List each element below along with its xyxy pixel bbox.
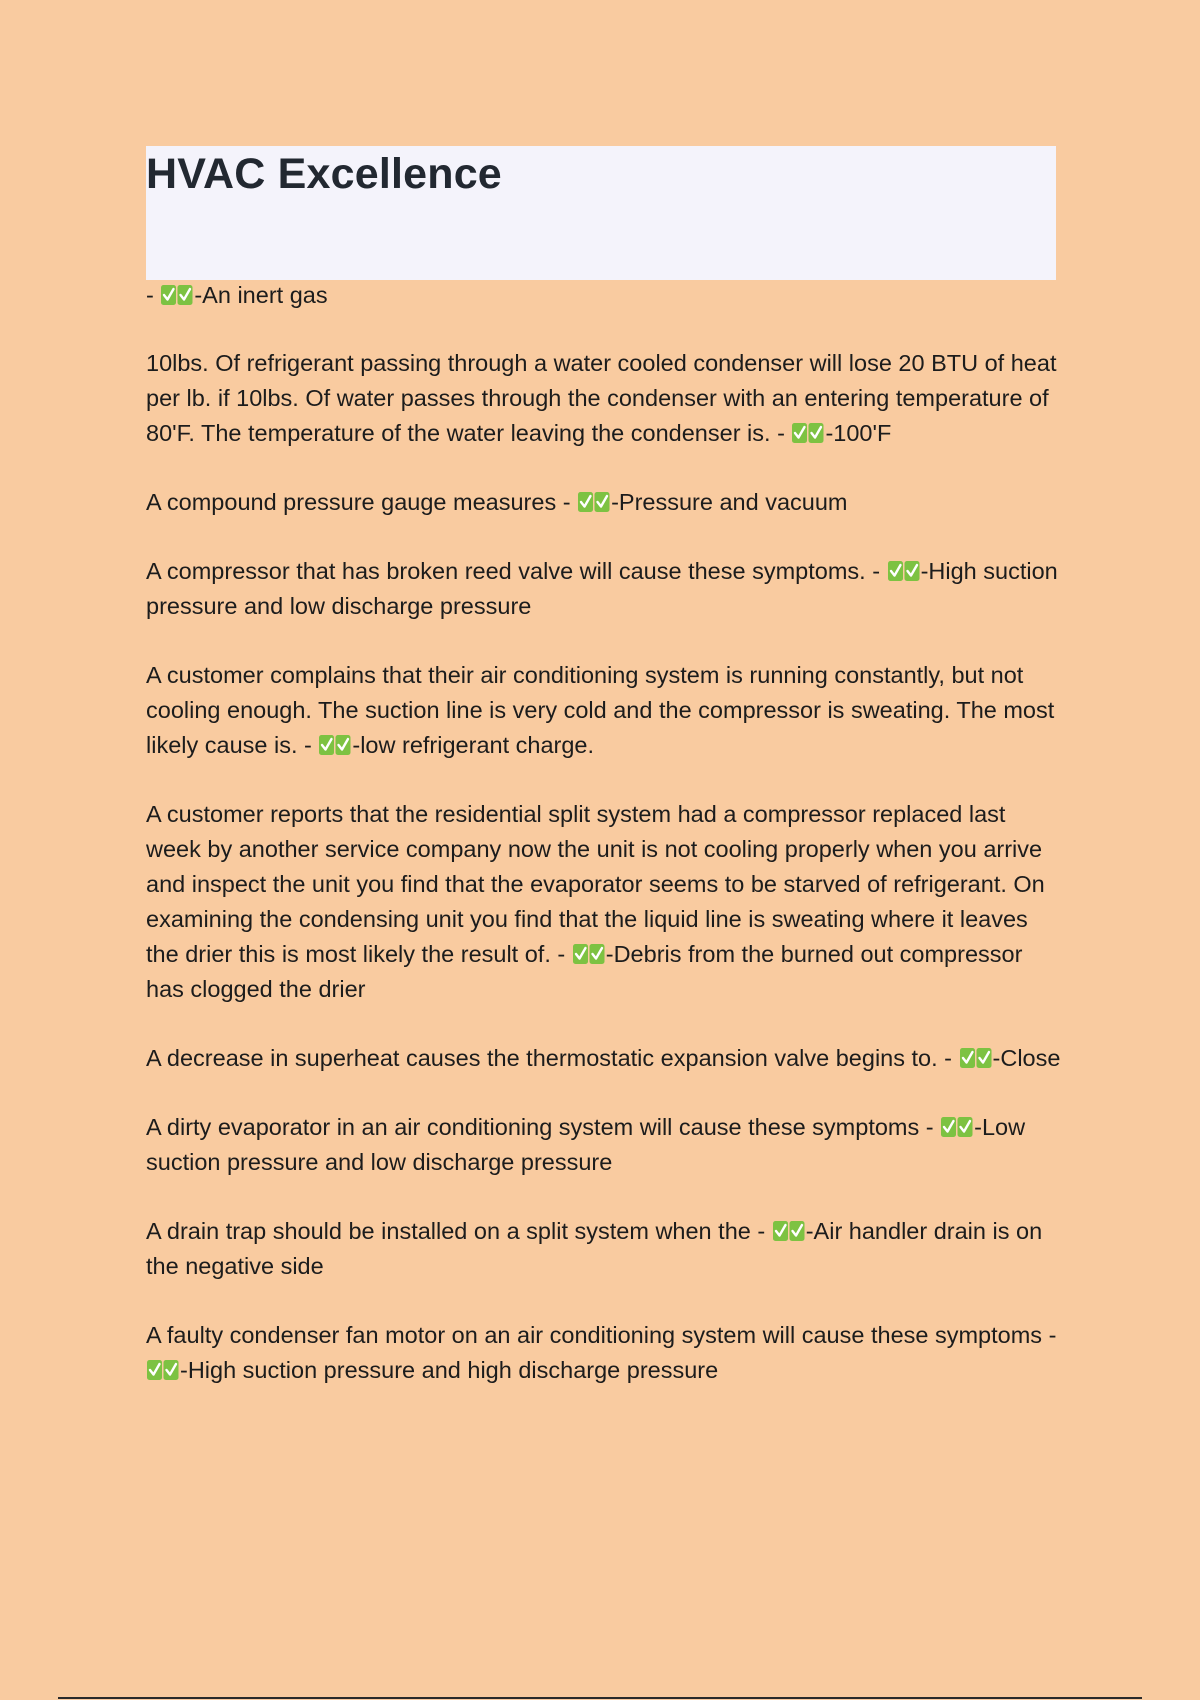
qa-question: A compound pressure gauge measures - <box>146 489 578 515</box>
footer-divider <box>58 1697 1142 1699</box>
qa-question: A customer reports that the residential split system had a compressor replaced last week by another service company now the unit is not cooling properly when you arrive and inspect the unit you find that the evaporator seems to be starved of refrigerant. On examining the condensing unit you find that the liquid line is sweating where it leaves the drier this is most likely the result of. - <box>146 801 1045 967</box>
qa-item <box>146 1041 1066 1076</box>
qa-answer: -Pressure and vacuum <box>611 489 848 515</box>
qa-answer: -Low suction pressure and low discharge pressure <box>146 1114 1026 1175</box>
qa-answer: -Debris from the burned out compressor has clogged the drier <box>146 941 1023 1002</box>
page-title: HVAC Excellence <box>146 150 502 198</box>
qa-question: A decrease in superheat causes the thermostatic expansion valve begins to. - <box>146 1045 959 1071</box>
qa-item <box>146 1214 1066 1284</box>
qa-item <box>146 346 1066 451</box>
check-mark-icon <box>773 1218 805 1244</box>
qa-item <box>146 485 1066 520</box>
qa-list <box>146 278 1066 1422</box>
qa-answer: -High suction pressure and high discharge pressure <box>180 1357 719 1383</box>
qa-question: - <box>146 282 161 308</box>
qa-answer: -Air handler drain is on the negative side <box>146 1218 1043 1279</box>
check-mark-icon <box>573 941 605 967</box>
check-mark-icon <box>578 489 610 515</box>
qa-question: A compressor that has broken reed valve will cause these symptoms. - <box>146 558 887 584</box>
qa-item <box>146 278 1066 313</box>
qa-answer: -100'F <box>825 420 892 446</box>
qa-question: A faulty condenser fan motor on an air conditioning system will cause these symptoms - <box>146 1322 1057 1348</box>
qa-answer: -Close <box>992 1045 1061 1071</box>
qa-question: 10lbs. Of refrigerant passing through a water cooled condenser will lose 20 BTU of heat per lb. if 10lbs. Of water passes through the condenser with an entering temperature of 80'F. The temperature of the water leaving the condenser is. - <box>146 350 1057 446</box>
title-banner <box>146 146 1056 280</box>
check-mark-icon <box>941 1114 973 1140</box>
qa-answer: -low refrigerant charge. <box>352 732 595 758</box>
check-mark-icon <box>960 1045 992 1071</box>
qa-item <box>146 1318 1066 1388</box>
qa-item <box>146 1110 1066 1180</box>
qa-question: A dirty evaporator in an air conditioning system will cause these symptoms - <box>146 1114 941 1140</box>
qa-answer: -An inert gas <box>194 282 328 308</box>
qa-item <box>146 554 1066 624</box>
qa-answer: -High suction pressure and low discharge pressure <box>146 558 1058 619</box>
qa-question: A drain trap should be installed on a split system when the - <box>146 1218 772 1244</box>
check-mark-icon <box>888 558 920 584</box>
qa-item <box>146 797 1066 1007</box>
qa-item <box>146 658 1066 763</box>
check-mark-icon <box>161 282 193 308</box>
check-mark-icon <box>147 1357 179 1383</box>
check-mark-icon <box>792 420 824 446</box>
check-mark-icon <box>319 732 351 758</box>
qa-question: A customer complains that their air conditioning system is running constantly, but not cooling enough. The suction line is very cold and the compressor is sweating. The most likely cause is. - <box>146 662 1055 758</box>
